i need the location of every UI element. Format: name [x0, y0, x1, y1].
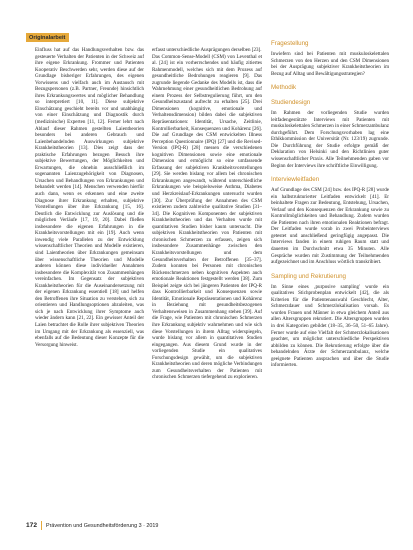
text-column-2: [152, 47, 262, 517]
body-paragraph: Auf Grundlage des CSM [24] bzw. des IPQ-R [28] wurde ein halbstrukturierter Leitfaden entwickelt [41]. Er beinhaltete Fragen zur Bedeutung, Entstehung, Ursachen, Verlauf und den Konsequenzen der Erkrankung sowie zu Kontrollmöglichkeiten und Behandlung. Zudem wurden die Patienten nach ihren emotionalen Reaktionen befragt. Der Leitfaden wurde vorab in zwei Probeinterviews getestet und anschließend geringfügig angepasst. Die Interviews fanden in einem ruhigen Raum statt und dauerten im Durchschnitt etwa 35 Minuten. Alle Gespräche wurden mit Zustimmung der Teilnehmenden aufgezeichnet und im Anschluss wörtlich transkribiert.: [271, 187, 389, 266]
section-heading-fragestellung: Fragestellung: [271, 40, 309, 47]
body-paragraph: Im Sinne eines ‚purposive sampling' wurde ein qualitatives Stichprobenplan entwickelt [42], die als Kriterien für die Patientenauswahl Geschlecht, Alter, Schmerzdauer und Schmerzlokalisation vorsah. Es wurden Frauen und Männer in etwa gleichem Anteil aus allen Altersgruppen rekrutiert. Die Altersgruppen wurden in drei Kategorien gebildet (18–35, 36–50, 51–65 Jahre). Ferner wurde auf eine Vielfalt der Schmerzlokalisationen geachtet, um möglichst unterschiedliche Perspektiven abbilden zu können. Die Rekrutierung erfolgte über die behandelnden Ärzte der Schmerzambulanz, welche geeignete Patienten ansprachen und über die Studie informierten.: [271, 283, 389, 369]
page-number: 172: [26, 522, 38, 529]
text-column-1: [35, 47, 144, 517]
section-heading-sampling: Sampling und Rekrutierung: [271, 272, 346, 280]
footer-divider: [41, 521, 42, 530]
journal-name: Prävention und Gesundheitsförderung 3 · 2019: [46, 522, 159, 529]
body-paragraph: Inwiefern sind bei Patienten mit muskuloskelettalen Schmerzen von den Herzen und den CSM Dimensionen bei der Ausprägung subjektiver Krankheitstheorien im Bezug auf Alltag und Bewältigungsstrategien?: [271, 51, 389, 77]
body-paragraph: erfasst unterschiedliche Ausprägungen derselben [23].: [152, 47, 262, 53]
section-heading-studiendesign: Studiendesign: [271, 99, 311, 107]
article-type-badge: Originalarbeit: [26, 33, 69, 42]
section-heading-interviewleitfaden: Interviewleitfaden: [271, 176, 320, 184]
page-footer: [26, 521, 158, 530]
text-column-3: [271, 40, 389, 518]
section-heading-methodik: Methodik: [271, 84, 297, 92]
body-paragraph: Das Common-Sense-Modell (CSM) von Leventhal et al. [24] ist ein vorherrschendes und häufig zitiertes Rahmenmodell, welches sich mit dem Prozess auf gesundheitliche Bedrohungen reagieren [9]. Das zugrunde liegende Gedanke des Modells ist, dass die Wahrnehmung einer gesundheitlichen Bedrohung auf einem Prozess der Selbstregulierung führt, um den Gesundheitszustand aufrecht zu erhalten [25]. Drei Dimensionen (kognitive, emotionale und Verhaltensdimension) bilden dabei die subjektiven Repräsentationen: Identität, Ursache, Zeitlinie, Kontrollierbarkeit, Konsequenzen und Kohärenz [26]. Die auf Grundlage des CSM entwickelten Illness Perception Questionnaire (IPQ) [27] und die Revised-Version (IPQ-R) [28] messen die verschiedenen kognitiven Dimensionen sowie eine emotionale Dimension und ermöglicht so eine umfassende Erfassung der subjektiven Krankheitsvorstellungen [29]. Sie werden bislang vor allem bei chronischen Erkrankungen angewandt, während unterschiedliche Erkrankungen wie beispielsweise Asthma, Diabetes und Herzkreislauf-Erkrankungen untersucht wurden [30]. Zur Überprüfung der Annahmen des CSM existieren zudem zahlreiche qualitative Studien [31–34]. Die Kognitiven Komponenten der subjektiven Krankheitstheorien und das Verhalten wurde mit quantitativen Studien bisher kaum untersucht. Die subjektiven Krankheitstheorien von Patienten mit chronischen Schmerzen zu erfassen, zeigen sich insbesondere Zusammenhänge zwischen den Krankheitsvorstellungen und dem Gesundheitsverhalten der Betroffenen [35–37]. Zudem konnten bei Personen mit chronischen Rückenschmerzen neben kognitiven Aspekten auch emotionale Reaktionen festgestellt werden [38]. Zum Beispiel zeigte sich bei jüngeren Patienten der IPQ-R dass Kontrollierbarkeit und Konsequenzen sowie Identität, Emotionale Repräsentationen und Kohärenz in Beziehung mit gesundheitsbezogenen Verhaltensweisen in Zusammenhang stehen [39]. Auf die Frage, wie Patienten mit chronischen Schmerzen ihre Erkrankung subjektiv wahrnehmen und wie sich diese Vorstellungen in ihrem Alltag widerspiegeln, wurde bislang vor allem in quantitativen Studien eingegangen. Aus diesem Grund wurde in der vorliegenden Studie ein qualitatives Forschungsdesign gewählt, um die subjektiven Krankheitstheorien und deren mögliche Verbindungen zum Gesundheitsverhalten der Patienten mit chronischen Schmerzen tiefergehend zu explorieren.: [152, 53, 262, 381]
body-paragraph: Im Rahmen der vorliegenden Studie wurden leitfadengestützte Interviews mit Patienten mit muskuloskelettalen Schmerzen in einer Schmerzambulanz durchgeführt. Dem Forschungsvorhaben lag eine Ethikkommission der Universität (Nr. 123/19) zugrunde. Die Durchführung der Studie erfolgte gemäß der Deklaration von Helsinki und den Richtlinien guter wissenschaftlicher Praxis. Alle Teilnehmenden gaben vor Beginn der Interviews ihre schriftliche Einwilligung.: [271, 110, 389, 169]
body-paragraph: Einfluss hat auf das Handlungsverhalten bzw. das gesteuerte Verhalten der Patienten in der Schweiz auf ihre eigene Erkrankung. Frommer und Patienten Kooperativ Beschwerden sehr, werden diese auf der Grundlage bisheriger Erfahrungen, des eigenen Vorwissens und vielfach auch im Austausch mit Bezugspersonen (z.B. Partner, Freunde) hinsichtlich ihres Erkrankungswertes und möglicher Behandlung so interpretiert [10, 11]. Diese subjektive Einschätzung geschieht bereits vor und unabhängig von einer Einschätzung und Diagnostik durch (medizinische) Experten [11, 12]. Ferner lehrt nach Ablauf dieser Rahmen gestellten Laientheorien besonders bei anderen Gebrauch und Laienbehandelnden Auswirkungen subjektive Krankheitstheorien [13]. Dies zeigt dass der praktische Erfahrungen bezogen Besuch ihre subjektive Bewertungen, der Möglichkeiten und Erwartungen, die ohnehin ausschließlich im sogenannten Laienzugehörigkeit von Diagnosen, Ursachen und Behandlungen von Erkrankungen und behandelt werden [14]. Menschen verwenden hierfür auch dann, wenn es erkennen und eine zweite Diagnose ihrer Erkrankung erhalten, subjektive Vorstellungen über ihre Erkrankung [15, 16]. Deutlich die Entwicklung zur Auslösung und die möglichen Verläufe [17, 19, 20]. Dabei fließen insbesondere die eigenen Erfahrungen in die Krankheitsvorstellungen mit ein [19]. Auch wenn inwendig viele Parallelen zu der Entwicklung wissenschaftlicher Theorien und Modelle existieren, sind Laientheorien über Erkrankungen gemeinsam über wissenschaftliche Theorien und Modelle anderen können diese individueller Annahmen insbesondere die Komplexität von Zusammenhängen vereinfachen. Im Gegensatz der subjektiven Krankheitstheorien für die Auseinandersetzung mit der eigenen Erkrankung essentiell [18] und helfen den Betroffenen ihre Situation zu verstehen, sich zu orientieren und Handlungsoptionen abzuleiten, was sich je nach Entwicklung ihrer Symptome auch wieder ändern kann [21, 22]. Ein gewisser Anteil der Laien betrachtet die Rolle ihrer subjektiven Theorien im Umgang mit der Erkrankung als essenziell, was ebenfalls auf die Bedeutung dieser Konzepte für die Versorgung hinweist.: [35, 47, 144, 348]
